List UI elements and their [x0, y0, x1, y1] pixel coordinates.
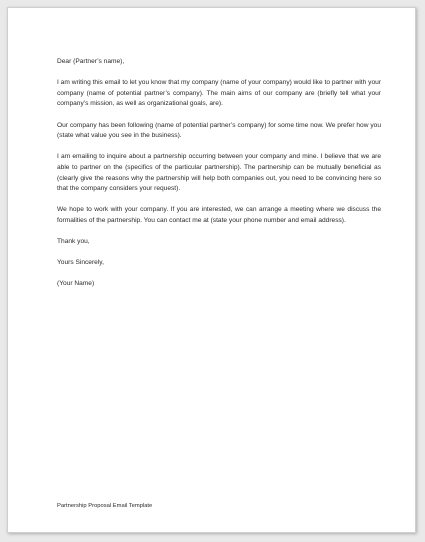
letter-signature: (Your Name) — [57, 280, 95, 288]
document-page — [7, 7, 416, 533]
letter-thanks: Thank you, — [57, 238, 90, 246]
letter-paragraph-contact: We hope to work with your company. If you are interested, we can arrange a meeting where we discuss the formalities of the partnership. You can contact me at (state your phone number and email address). — [57, 206, 381, 224]
letter-paragraph-intro: I am writing this email to let you know that my company (name of your company) would like to partner with your company (name of potential partner’s company). The main aims of our company are (briefly tell what your company’s mission, as well as organizational goals, are). — [57, 79, 381, 108]
letter-body — [57, 57, 381, 301]
letter-paragraph-following: Our company has been following (name of potential partner’s company) for some time now. We prefer how you (state what value you see in the business). — [57, 121, 381, 140]
letter-closing: Yours Sincerely, — [57, 259, 104, 267]
page-footer: Partnership Proposal Email Template — [57, 503, 153, 509]
letter-paragraph-inquiry: I am emailing to inquire about a partnership occurring between your company and mine. I believe that we are able to partner on the (specifics of the particular partnership). The partnership can be mutually beneficial as (clearly give the reasons why the partnership will help both companies out, you need to be convincing here so that the company considers your request). — [57, 153, 381, 193]
letter-salutation: Dear (Partner’s name), — [57, 58, 125, 65]
